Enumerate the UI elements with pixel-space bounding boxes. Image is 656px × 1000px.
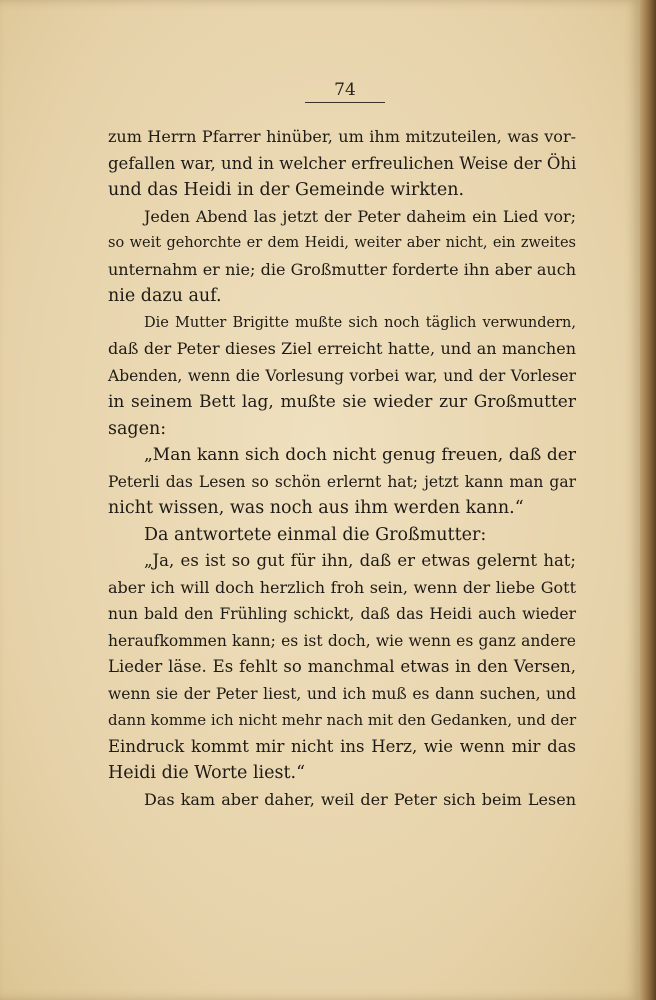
- text-line: Das kam aber daher, weil der Peter sich beim Lesen: [144, 789, 576, 809]
- text-line: Abenden, wenn die Vorlesung vorbei war, und der Vorleser: [108, 366, 576, 385]
- text-line: daß der Peter dieses Ziel erreicht hatte, und an manchen: [108, 339, 576, 358]
- text-line: Lieder läse. Es fehlt so manchmal etwas in den Versen,: [108, 657, 576, 676]
- text-line: dann komme ich nicht mehr nach mit den Gedanken, und der: [108, 711, 577, 729]
- text-line: Jeden Abend las jetzt der Peter daheim ein Lied vor;: [144, 206, 576, 226]
- page-number-rule: [305, 102, 385, 103]
- text-line: heraufkommen kann; es ist doch, wie wenn es ganz andere: [108, 631, 576, 650]
- text-line: sagen:: [108, 418, 167, 439]
- text-line: Eindruck kommt mir nicht ins Herz, wie wenn mir das: [108, 736, 576, 756]
- text-line: Peterli das Lesen so schön erlernt hat; jetzt kann man gar: [108, 472, 576, 491]
- text-line: gefallen war, und in welcher erfreulichen Weise der Öhi: [108, 153, 577, 173]
- text-line: nie dazu auf.: [108, 286, 222, 306]
- text-line: nicht wissen, was noch aus ihm werden kann.“: [108, 498, 524, 518]
- text-line: in seinem Bett lag, mußte sie wieder zur Großmutter: [108, 392, 576, 412]
- text-line: wenn sie der Peter liest, und ich muß es dann suchen, und: [108, 684, 576, 703]
- text-line: Da antwortete einmal die Großmutter:: [144, 524, 487, 545]
- text-line: nun bald den Frühling schickt, daß das Heidi auch wieder: [108, 605, 576, 623]
- body-text: [108, 124, 576, 813]
- page-number: 74: [334, 80, 356, 100]
- page-edge: [640, 0, 656, 1000]
- text-line: „Ja, es ist so gut für ihn, daß er etwas gelernt hat;: [144, 551, 576, 570]
- text-line: unternahm er nie; die Großmutter forderte ihn aber auch: [108, 259, 576, 279]
- text-line: und das Heidi in der Gemeinde wirkten.: [108, 180, 465, 200]
- text-line: aber ich will doch herzlich froh sein, wenn der liebe Gott: [108, 577, 576, 597]
- text-line: Die Mutter Brigitte mußte sich noch täglich verwundern,: [144, 314, 576, 331]
- text-line: „Man kann sich doch nicht genug freuen, daß der: [144, 445, 576, 465]
- text-line: Heidi die Worte liest.“: [108, 763, 306, 783]
- text-line: so weit gehorchte er dem Heidi, weiter aber nicht, ein zweites: [108, 235, 576, 251]
- text-line: zum Herrn Pfarrer hinüber, um ihm mitzuteilen, was vor-: [108, 127, 576, 146]
